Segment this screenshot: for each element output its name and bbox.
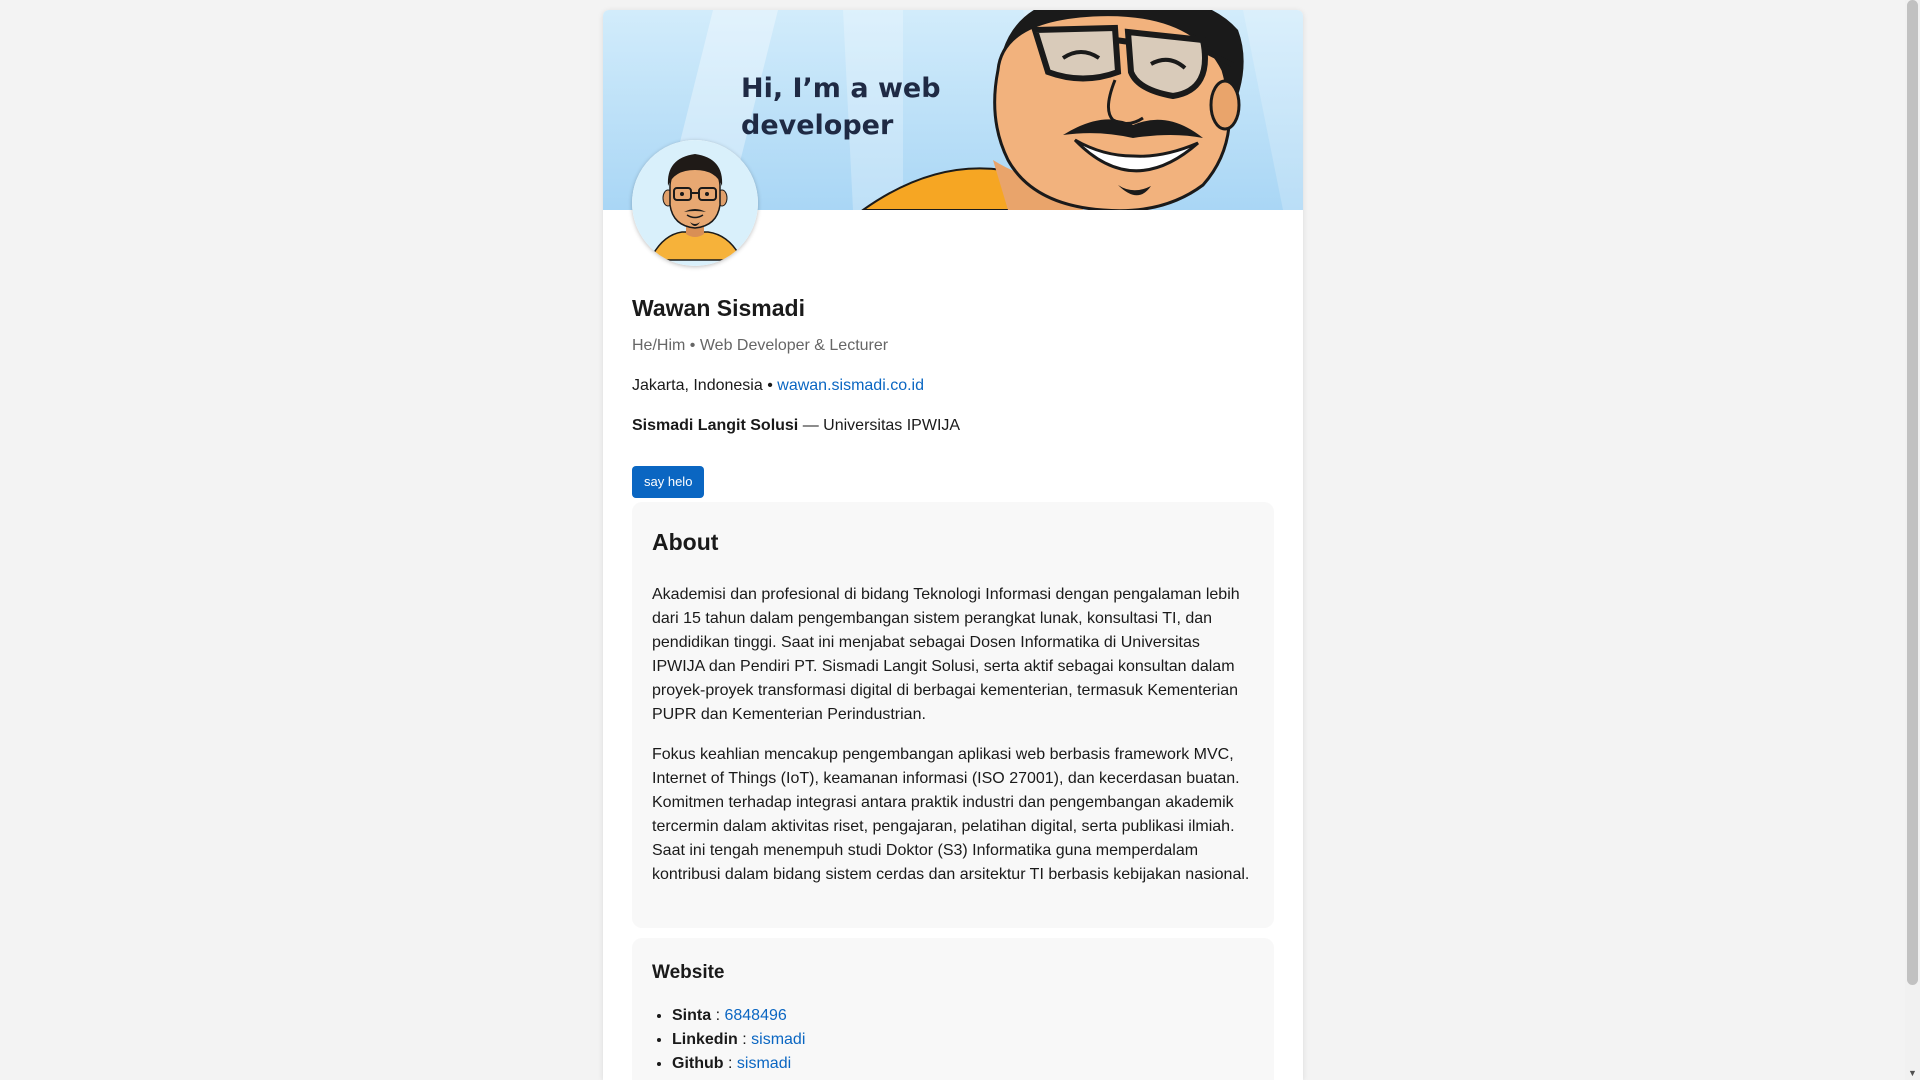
avatar[interactable] bbox=[632, 140, 758, 266]
pronouns: He/Him bbox=[632, 337, 686, 354]
profile-card bbox=[603, 10, 1303, 1080]
link-label: Github bbox=[672, 1055, 724, 1072]
profile-info bbox=[632, 288, 1274, 498]
list-item-github: • Github : sismadi bbox=[672, 1052, 1254, 1076]
subtitle-separator: • bbox=[689, 337, 696, 354]
website-title: Website bbox=[652, 962, 725, 983]
avatar-illustration bbox=[632, 140, 758, 266]
about-paragraph-1: Akademisi dan profesional di bidang Teknologi Informasi dengan pengalaman lebih dari 15 tahun dalam pengembangan sistem perangkat lunak, konsultasi TI, dan pendidikan tinggi. Saat ini menjabat sebagai Dosen Informatika di Universitas IPWIJA dan Pendiri PT. Sismadi Langit Solusi, serta aktif sebagai konsultan dalam proyek-proyek transformasi digital di berbagai kementerian, termasuk Kementerian PUPR dan Kementerian Perindustrian. bbox=[652, 586, 1240, 723]
profile-subtitle bbox=[632, 334, 1274, 358]
say-helo-button[interactable]: say helo bbox=[632, 466, 704, 498]
about-title: About bbox=[652, 529, 719, 555]
profile-organizations bbox=[632, 414, 1274, 438]
location-separator: • bbox=[767, 377, 773, 394]
github-link[interactable]: sismadi bbox=[736, 1055, 792, 1072]
list-item-sinta: • Sinta : 6848496 bbox=[672, 1004, 1254, 1028]
linkedin-link[interactable]: sismadi bbox=[751, 1031, 806, 1048]
link-label: Linkedin bbox=[672, 1031, 738, 1048]
location: Jakarta, Indonesia bbox=[632, 377, 763, 394]
vertical-scrollbar[interactable] bbox=[1905, 0, 1920, 1080]
scroll-down-arrow-icon[interactable]: ▼ bbox=[1908, 1068, 1917, 1078]
sinta-link[interactable]: 6848496 bbox=[724, 1007, 787, 1024]
about-paragraph-2: Fokus keahlian mencakup pengembangan aplikasi web berbasis framework MVC, Internet of Things (IoT), keamanan informasi (ISO 27001), dan kecerdasan buatan. Komitmen terhadap integrasi antara praktik industri dan pengembangan akademik tercermin dalam aktivitas riset, pengajaran, pelatihan digital, serta publikasi ilmiah. Saat ini tengah menempuh studi Doktor (S3) Informatika guna memperdalam kontribusi dalam bidang sistem cerdas dan arsitektur TI berbasis kebijakan nasional. bbox=[652, 746, 1250, 883]
school-name: Universitas IPWIJA bbox=[823, 417, 961, 434]
company-name: Sismadi Langit Solusi bbox=[632, 417, 799, 434]
about-section bbox=[632, 502, 1274, 928]
profile-headline: Web Developer & Lecturer bbox=[699, 337, 889, 354]
banner-headline: Hi, I’m a web developer bbox=[741, 73, 941, 141]
list-item-linkedin: • Linkedin : sismadi bbox=[672, 1028, 1254, 1052]
profile-name: Wawan Sismadi bbox=[632, 295, 805, 321]
org-dash: — bbox=[802, 417, 819, 434]
scrollbar-thumb[interactable] bbox=[1907, 0, 1918, 985]
profile-location-line bbox=[632, 374, 1274, 398]
website-link[interactable]: wawan.sismadi.co.id bbox=[777, 377, 924, 394]
website-links-list bbox=[652, 1004, 1254, 1076]
website-section bbox=[632, 938, 1274, 1080]
link-label: Sinta bbox=[672, 1007, 712, 1024]
